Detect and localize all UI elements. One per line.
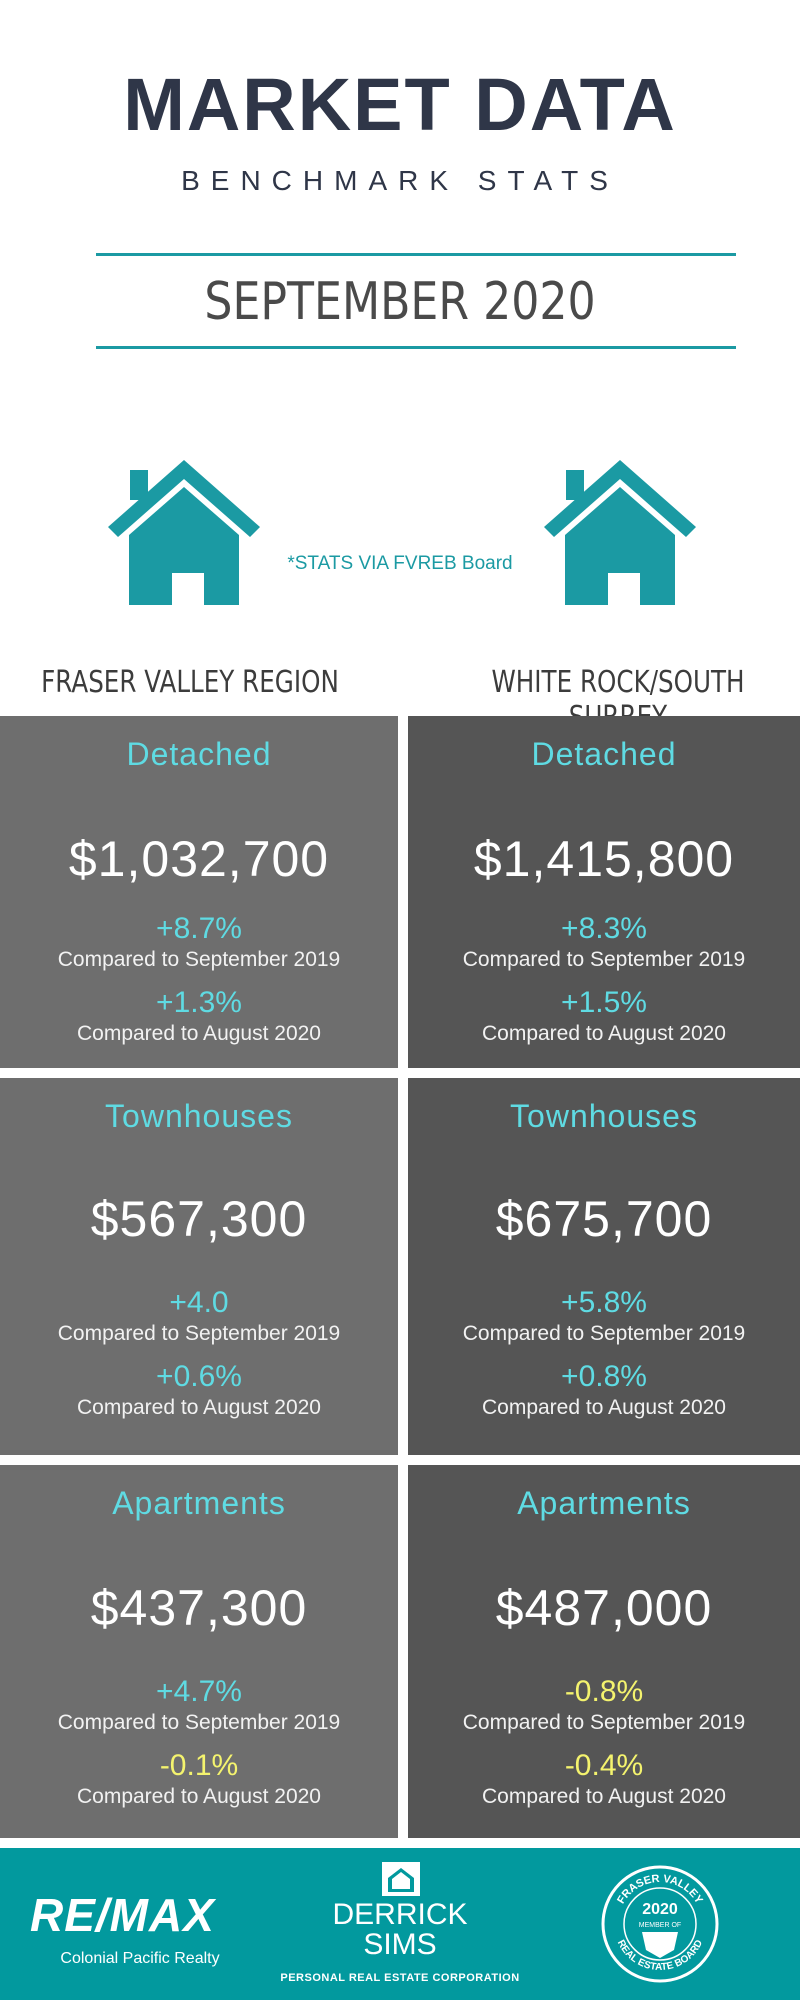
panel-price: $567,300: [90, 1191, 308, 1247]
panel-whiterock-townhouses: [408, 1078, 800, 1455]
seal-year: 2020: [642, 1901, 678, 1918]
panel-yoy-change: +5.8%: [561, 1286, 647, 1319]
panel-type: Apartments: [112, 1485, 286, 1521]
panel-mom-label: Compared to August 2020: [481, 1396, 726, 1419]
panel-type: Detached: [531, 736, 677, 772]
panel-type: Detached: [126, 736, 272, 772]
panel-mom-change: -0.1%: [159, 1749, 239, 1782]
source-note: *STATS VIA FVREB Board: [287, 553, 513, 574]
remax-logo: RE/MAX: [30, 1889, 215, 1941]
panel-type: Apartments: [517, 1485, 691, 1521]
agent-name-line1: DERRICK: [332, 1898, 468, 1931]
remax-subtitle: Colonial Pacific Realty: [60, 1950, 220, 1967]
seal-shield-icon: [642, 1932, 678, 1958]
panel-price: $1,415,800: [473, 831, 735, 887]
seal-top-text: FRASER VALLEY: [615, 1872, 705, 1906]
panel-fraser-townhouses: [0, 1078, 398, 1455]
divider-bottom: [96, 346, 736, 349]
panel-mom-change: +1.3%: [156, 986, 242, 1019]
panel-yoy-label: Compared to September 2019: [462, 1711, 746, 1734]
panel-mom-change: +0.6%: [156, 1360, 242, 1393]
panel-mom-change: +1.5%: [561, 986, 647, 1019]
panel-yoy-label: Compared to September 2019: [57, 948, 341, 971]
fvreb-medallion-seal: [600, 1864, 720, 1984]
panel-yoy-change: +4.0: [169, 1286, 229, 1319]
panel-yoy-label: Compared to September 2019: [57, 1322, 341, 1345]
seal-mid-text: MEMBER OF: [638, 1922, 682, 1929]
panel-yoy-label: Compared to September 2019: [462, 1322, 746, 1345]
panel-mom-label: Compared to August 2020: [481, 1785, 726, 1808]
panel-mom-label: Compared to August 2020: [76, 1396, 321, 1419]
divider-top: [96, 253, 736, 256]
panel-whiterock-detached: [408, 716, 800, 1068]
house-icon-left: [104, 455, 264, 605]
panel-mom-label: Compared to August 2020: [76, 1022, 321, 1045]
panel-yoy-label: Compared to September 2019: [57, 1711, 341, 1734]
panel-whiterock-apartments: [408, 1465, 800, 1838]
panel-mom-change: -0.4%: [564, 1749, 644, 1782]
agent-subtitle: PERSONAL REAL ESTATE CORPORATION: [280, 1972, 520, 1984]
panel-mom-label: Compared to August 2020: [76, 1785, 321, 1808]
agent-name-line2: SIMS: [363, 1928, 437, 1961]
region-header-fraser-valley: FRASER VALLEY REGION: [41, 665, 339, 700]
panel-type: Townhouses: [105, 1098, 293, 1134]
agent-name: [300, 1900, 500, 1960]
month-label: SEPTEMBER 2020: [204, 272, 596, 332]
page-title: MARKET DATA: [123, 63, 677, 146]
panel-yoy-change: +4.7%: [156, 1675, 242, 1708]
footer-bar: [0, 1848, 800, 2000]
panel-fraser-apartments: [0, 1465, 398, 1838]
derrick-sims-house-logo-icon: [382, 1862, 420, 1896]
panel-mom-change: +0.8%: [561, 1360, 647, 1393]
house-icon-right: [540, 455, 700, 605]
panel-yoy-label: Compared to September 2019: [462, 948, 746, 971]
panel-fraser-detached: [0, 716, 398, 1068]
panel-yoy-change: +8.7%: [156, 912, 242, 945]
panel-price: $437,300: [90, 1580, 308, 1636]
seal-bottom-text: REAL ESTATE BOARD: [614, 1938, 706, 1974]
panel-type: Townhouses: [510, 1098, 698, 1134]
panel-price: $487,000: [495, 1580, 713, 1636]
panel-yoy-change: -0.8%: [564, 1675, 644, 1708]
panel-yoy-change: +8.3%: [561, 912, 647, 945]
panel-mom-label: Compared to August 2020: [481, 1022, 726, 1045]
panel-price: $1,032,700: [68, 831, 330, 887]
panel-price: $675,700: [495, 1191, 713, 1247]
region-header-white-rock: WHITE ROCK/SOUTH: [491, 665, 745, 700]
page-subtitle: BENCHMARK STATS: [181, 165, 619, 196]
